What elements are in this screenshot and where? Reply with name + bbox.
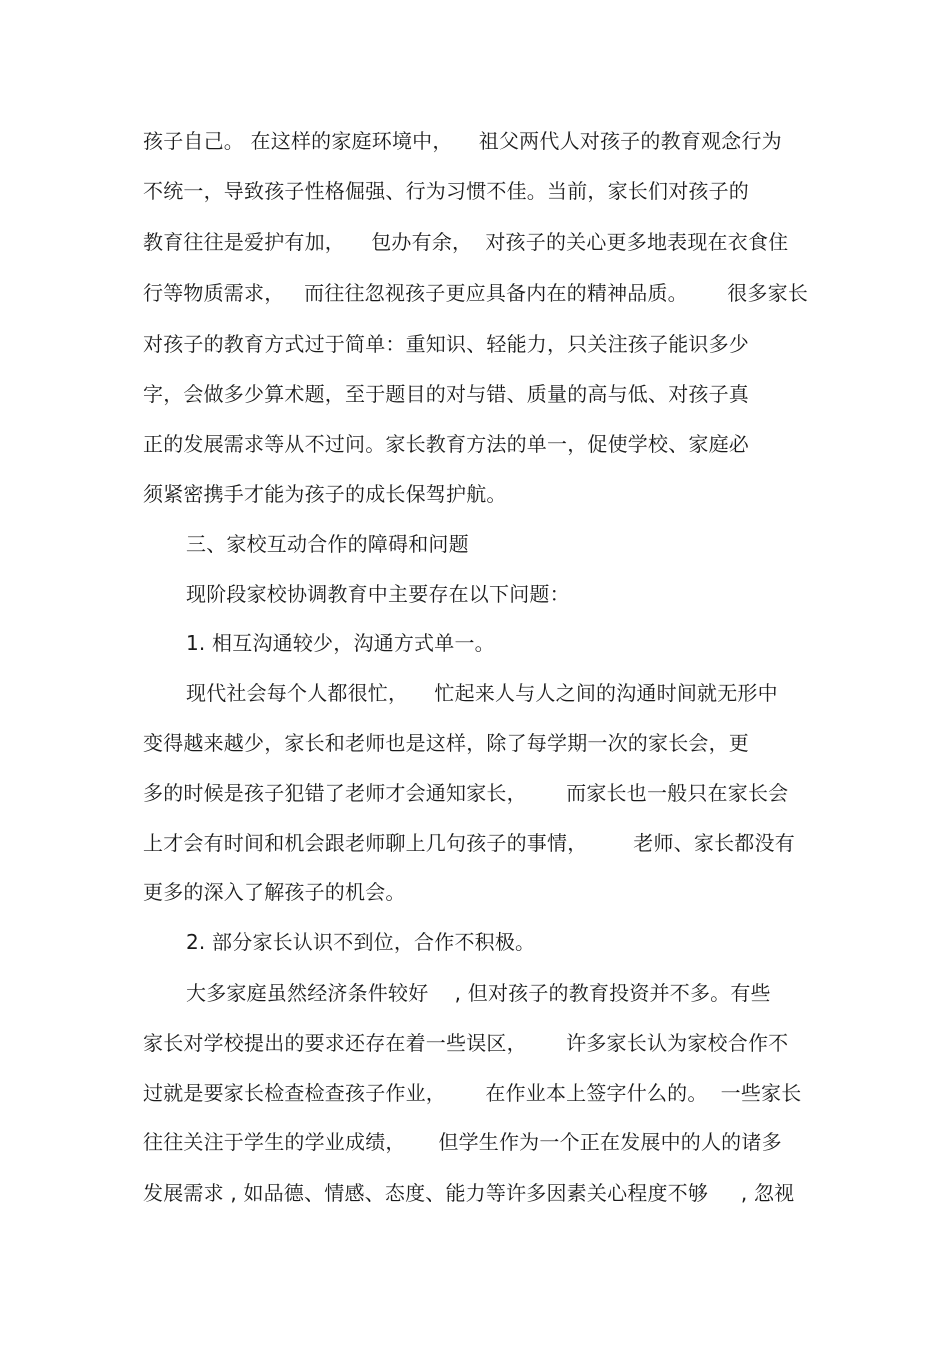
text-line: 发展需求 , 如品德、情感、态度、能力等许多因素关心程度不够 , 忽视: [143, 1181, 795, 1205]
text-line: 更多的深入了解孩子的机会。: [143, 880, 406, 904]
text-line: 行等物质需求， 而往往忽视孩子更应具备内在的精神品质。 很多家长: [143, 281, 809, 305]
text-line: 往往关注于学生的学业成绩， 但学生作为一个正在发展中的人的诸多: [143, 1130, 782, 1154]
text-line: 对孩子的教育方式过于简单：重知识、轻能力，只关注孩子能识多少: [143, 332, 749, 356]
text-line: 现代社会每个人都很忙， 忙起来人与人之间的沟通时间就无形中: [186, 681, 778, 705]
text-line: 多的时候是孩子犯错了老师才会通知家长， 而家长也一般只在家长会: [143, 781, 789, 805]
subheading: 2. 部分家长认识不到位，合作不积极。: [186, 930, 536, 954]
text-line: 上才会有时间和机会跟老师聊上几句孩子的事情， 老师、家长都没有: [143, 831, 795, 855]
text-line: 须紧密携手才能为孩子的成长保驾护航。: [143, 482, 507, 506]
subheading: 1. 相互沟通较少，沟通方式单一。: [186, 631, 495, 655]
text-line: 家长对学校提出的要求还存在着一些误区， 许多家长认为家校合作不: [143, 1031, 789, 1055]
text-line: 过就是要家长检查检查孩子作业， 在作业本上签字什么的。 一些家长: [143, 1081, 802, 1105]
text-line: 正的发展需求等从不过问。家长教育方法的单一，促使学校、家庭必: [143, 432, 749, 456]
text-line: 现阶段家校协调教育中主要存在以下问题：: [186, 582, 570, 606]
text-line: 教育往往是爱护有加， 包办有余， 对孩子的关心更多地表现在衣食住: [143, 230, 789, 254]
text-line: 不统一，导致孩子性格倔强、行为习惯不佳。当前，家长们对孩子的: [143, 179, 749, 203]
text-line: 孩子自己。 在这样的家庭环境中， 祖父两代人对孩子的教育观念行为: [143, 129, 782, 153]
text-line: 字，会做多少算术题，至于题目的对与错、质量的高与低、对孩子真: [143, 382, 749, 406]
text-line: 变得越来越少，家长和老师也是这样，除了每学期一次的家长会，更: [143, 731, 749, 755]
text-line: 大多家庭虽然经济条件较好 , 但对孩子的教育投资并不多。有些: [186, 981, 771, 1005]
section-heading: 三、家校互动合作的障碍和问题: [186, 532, 469, 556]
